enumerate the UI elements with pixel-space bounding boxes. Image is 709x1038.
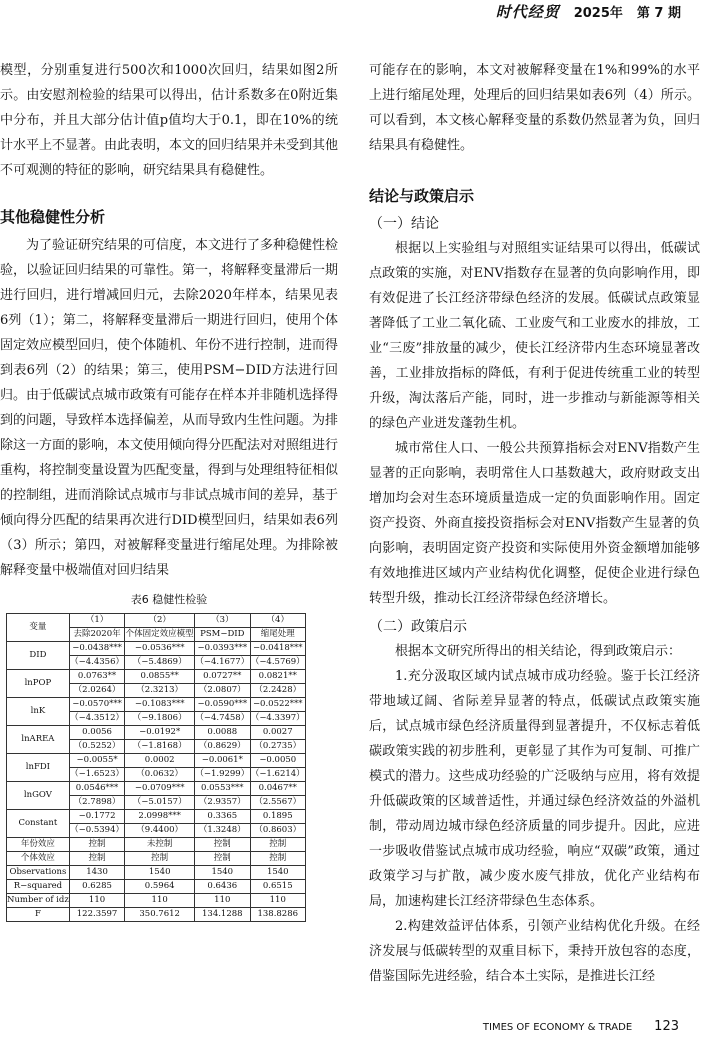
table-row	[7, 726, 306, 740]
t-stat-cell: （−9.1806）	[125, 712, 195, 726]
coefficient-cell: 0.0546***	[69, 782, 124, 796]
t-stat-cell: （2.7898）	[69, 796, 124, 810]
stat-cell: 110	[195, 894, 250, 908]
t-stat-cell: （−4.3397）	[250, 712, 305, 726]
table-row	[7, 880, 306, 894]
coefficient-cell: −0.1772	[69, 810, 124, 824]
table-row	[7, 642, 306, 656]
stat-cell: 110	[69, 894, 124, 908]
coefficient-cell: 0.0763**	[69, 670, 124, 684]
t-stat-cell: （−0.5394）	[69, 824, 124, 838]
table-row	[7, 670, 306, 684]
journal-name-en: TIMES OF ECONOMY & TRADE	[482, 1022, 633, 1033]
coefficient-cell: −0.0192*	[125, 726, 195, 740]
paragraph: 根据以上实验组与对照组实证结果可以得出，低碳试点政策的实施，对ENV指数存在显著的负向影响作用，即有效促进了长江经济带绿色经济的发展。低碳试点政策显著降低了工业二氧化硫、工业废气和工业废水的排放，工业“三废”排放量的减少，使长江经济带内生态环境显著改善，工业排放指标的降低，有利于促进传统重工业的转型升级，淘汰落后产能，同时，进一步推动与新能源等相关的绿色产业迸发蓬勃生机。	[369, 241, 700, 431]
t-stat-cell: （2.0264）	[69, 684, 124, 698]
page-header	[496, 0, 681, 22]
stat-cell: 0.5964	[125, 880, 195, 894]
coefficient-cell: −0.0438***	[69, 642, 124, 656]
coefficient-cell: −0.0570***	[69, 698, 124, 712]
variable-cell: Number of idz	[7, 894, 70, 908]
table-header-cell: （1）	[69, 614, 124, 628]
coefficient-cell: 0.0002	[125, 754, 195, 768]
t-stat-cell: （−1.8168）	[125, 740, 195, 754]
t-stat-cell: （0.8603）	[250, 824, 305, 838]
page-footer	[483, 1019, 679, 1034]
stat-cell: 控制	[250, 852, 305, 866]
coefficient-cell: −0.0393***	[195, 642, 250, 656]
coefficient-cell: −0.0522***	[250, 698, 305, 712]
table-header-cell: 变量	[7, 614, 70, 642]
page-number: 123	[654, 1019, 679, 1034]
variable-cell: F	[7, 908, 70, 922]
coefficient-cell: −0.0536***	[125, 642, 195, 656]
paragraph: 根据本文研究所得出的相关结论，得到政策启示：	[395, 644, 682, 659]
t-stat-cell: （2.3213）	[125, 684, 195, 698]
t-stat-cell: （−1.6523）	[69, 768, 124, 782]
stat-cell: 350.7612	[125, 908, 195, 922]
t-stat-cell: （2.5567）	[250, 796, 305, 810]
coefficient-cell: −0.0418***	[250, 642, 305, 656]
sub-heading: （二）政策启示	[369, 619, 467, 635]
coefficient-cell: 0.0821**	[250, 670, 305, 684]
stat-cell: 1430	[69, 866, 124, 880]
table-row	[7, 810, 306, 824]
left-column	[0, 58, 338, 922]
variable-cell: lnGOV	[7, 782, 70, 810]
coefficient-cell: −0.0050	[250, 754, 305, 768]
stat-cell: 控制	[69, 838, 124, 852]
t-stat-cell: （−5.0157）	[125, 796, 195, 810]
right-column	[369, 58, 700, 989]
table-row	[7, 838, 306, 852]
issue: 第 7 期	[636, 5, 681, 21]
variable-cell: lnFDI	[7, 754, 70, 782]
table-row	[7, 866, 306, 880]
table-header-cell: 去除2020年	[69, 628, 124, 642]
t-stat-cell: （1.3248）	[195, 824, 250, 838]
stat-cell: 1540	[195, 866, 250, 880]
t-stat-cell: （0.0632）	[125, 768, 195, 782]
coefficient-cell: 0.1895	[250, 810, 305, 824]
coefficient-cell: −0.0590***	[195, 698, 250, 712]
coefficient-cell: −0.0061*	[195, 754, 250, 768]
stat-cell: 134.1288	[195, 908, 250, 922]
t-stat-cell: （2.0807）	[195, 684, 250, 698]
table-row	[7, 908, 306, 922]
paragraph: 为了验证研究结果的可信度，本文进行了多种稳健性检验，以验证回归结果的可靠性。第一，将解释变量滞后一期进行回归，进行增减回归元，去除2020年样本，结果见表6列（1）；第二，将解释变量滞后一期进行回归，使用个体固定效应模型回归，使个体随机、年份不进行控制，进而得到表6列（2）的结果；第三，使用PSM−DID方法进行回归。由于低碳试点城市政策有可能存在样本并非随机选择得到的问题，导致样本选择偏差，从而导致内生性问题。为排除这一方面的影响，本文使用倾向得分匹配法对对照组进行重构，将控制变量设置为匹配变量，得到与处理组特征相似的控制组，进而消除试点城市与非试点城市间的差异，基于倾向得分匹配的结果再次进行DID模型回归，结果如表6列（3）所示；第四，对被解释变量进行缩尾处理。为排除被解释变量中极端值对回归结果	[0, 238, 339, 578]
coefficient-cell: 0.0727**	[195, 670, 250, 684]
t-stat-cell: （−1.9299）	[195, 768, 250, 782]
table-header-cell: （3）	[195, 614, 250, 628]
table-caption: 表6 稳健性检验	[130, 593, 208, 606]
coefficient-cell: 0.0855**	[125, 670, 195, 684]
robustness-table	[6, 613, 306, 922]
stat-cell: 122.3597	[69, 908, 124, 922]
coefficient-cell: 0.0553***	[195, 782, 250, 796]
t-stat-cell: （−4.5769）	[250, 656, 305, 670]
variable-cell: Constant	[7, 810, 70, 838]
stat-cell: 1540	[250, 866, 305, 880]
table-header-cell: （2）	[125, 614, 195, 628]
stat-cell: 控制	[195, 838, 250, 852]
coefficient-cell: 0.0467**	[250, 782, 305, 796]
stat-cell: 1540	[125, 866, 195, 880]
variable-cell: DID	[7, 642, 70, 670]
table-row	[7, 852, 306, 866]
variable-cell: lnK	[7, 698, 70, 726]
stat-cell: 未控制	[125, 838, 195, 852]
journal-title: 时代经贸	[495, 2, 560, 21]
t-stat-cell: （−4.4356）	[69, 656, 124, 670]
stat-cell: 138.8286	[250, 908, 305, 922]
coefficient-cell: −0.1083***	[125, 698, 195, 712]
t-stat-cell: （−4.7458）	[195, 712, 250, 726]
table-header-cell: 缩尾处理	[250, 628, 305, 642]
year: 2025年	[573, 5, 623, 21]
table-row	[7, 782, 306, 796]
section-heading: 结论与政策启示	[369, 187, 475, 205]
stat-cell: 控制	[250, 838, 305, 852]
coefficient-cell: 0.3365	[195, 810, 250, 824]
variable-cell: 年份效应	[7, 838, 70, 852]
t-stat-cell: （2.2428）	[250, 684, 305, 698]
table-header-cell: （4）	[250, 614, 305, 628]
stat-cell: 控制	[195, 852, 250, 866]
coefficient-cell: −0.0055*	[69, 754, 124, 768]
variable-cell: R−squared	[7, 880, 70, 894]
table-row	[7, 894, 306, 908]
stat-cell: 0.6515	[250, 880, 305, 894]
variable-cell: Observations	[7, 866, 70, 880]
stat-cell: 110	[125, 894, 195, 908]
t-stat-cell: （2.9357）	[195, 796, 250, 810]
sub-heading: （一）结论	[369, 216, 439, 232]
coefficient-cell: 2.0998***	[125, 810, 195, 824]
paragraph: 城市常住人口、一般公共预算指标会对ENV指数产生显著的正向影响，表明常住人口基数越大，政府财政支出增加均会对生态环境质量造成一定的负面影响作用。固定资产投资、外商直接投资指标会对ENV指数产生显著的负向影响，表明固定资产投资和实际使用外资金额增加能够有效地推进区域内产业结构优化调整，促使企业进行绿色转型升级，推动长江经济带绿色经济增长。	[369, 441, 700, 606]
coefficient-cell: 0.0027	[250, 726, 305, 740]
stat-cell: 控制	[125, 852, 195, 866]
table-header-cell: PSM−DID	[195, 628, 250, 642]
paragraph: 模型，分别重复进行500次和1000次回归，结果如图2所示。由安慰剂检验的结果可以得出，估计系数多在0附近集中分布，并且大部分估计值p值均大于0.1，即在10%的统计水平上不显著。由此表明，本文的回归结果并未受到其他不可观测的特征的影响，研究结果具有稳健性。	[0, 63, 339, 178]
coefficient-cell: −0.0709***	[125, 782, 195, 796]
t-stat-cell: （−4.3512）	[69, 712, 124, 726]
paragraph: 2.构建效益评估体系，引领产业结构优化升级。在经济发展与低碳转型的双重目标下，秉持开放包容的态度，借鉴国际先进经验，结合本土实际，是推进长江经	[369, 919, 700, 984]
t-stat-cell: （−5.4869）	[125, 656, 195, 670]
variable-cell: 个体效应	[7, 852, 70, 866]
coefficient-cell: 0.0056	[69, 726, 124, 740]
table-row	[7, 698, 306, 712]
t-stat-cell: （0.2735）	[250, 740, 305, 754]
paragraph: 1.充分汲取区域内试点城市成功经验。鉴于长江经济带地域辽阔、省际差异显著的特点，低碳试点政策实施后，试点城市绿色经济质量得到显著提升，不仅标志着低碳政策实践的初步胜利，更彰显了其作为可复制、可推广模式的潜力。这些成功经验的广泛吸纳与应用，将有效提升低碳政策的区域普适性，并通过绿色经济效益的外溢机制，带动周边城市绿色经济质量的同步提升。因此，应进一步吸收借鉴试点城市成功经验，响应“双碳”政策，通过政策学习与扩散，减少废水废气排放，优化产业结构布局，加速构建长江经济带绿色生态体系。	[369, 669, 700, 909]
t-stat-cell: （−1.6214）	[250, 768, 305, 782]
stat-cell: 0.6285	[69, 880, 124, 894]
stat-cell: 110	[250, 894, 305, 908]
table-header-row	[7, 614, 306, 628]
stat-cell: 控制	[69, 852, 124, 866]
table-header-cell: 个体固定效应模型	[125, 628, 195, 642]
stat-cell: 0.6436	[195, 880, 250, 894]
t-stat-cell: （9.4400）	[125, 824, 195, 838]
variable-cell: lnPOP	[7, 670, 70, 698]
t-stat-cell: （0.5252）	[69, 740, 124, 754]
t-stat-cell: （0.8629）	[195, 740, 250, 754]
t-stat-cell: （−4.1677）	[195, 656, 250, 670]
coefficient-cell: 0.0088	[195, 726, 250, 740]
table-row	[7, 754, 306, 768]
section-heading: 其他稳健性分析	[0, 208, 106, 226]
paragraph: 可能存在的影响，本文对被解释变量在1%和99%的水平上进行缩尾处理，处理后的回归结果如表6列（4）所示。可以看到，本文核心解释变量的系数仍然显著为负，回归结果具有稳健性。	[369, 63, 700, 153]
variable-cell: lnAREA	[7, 726, 70, 754]
